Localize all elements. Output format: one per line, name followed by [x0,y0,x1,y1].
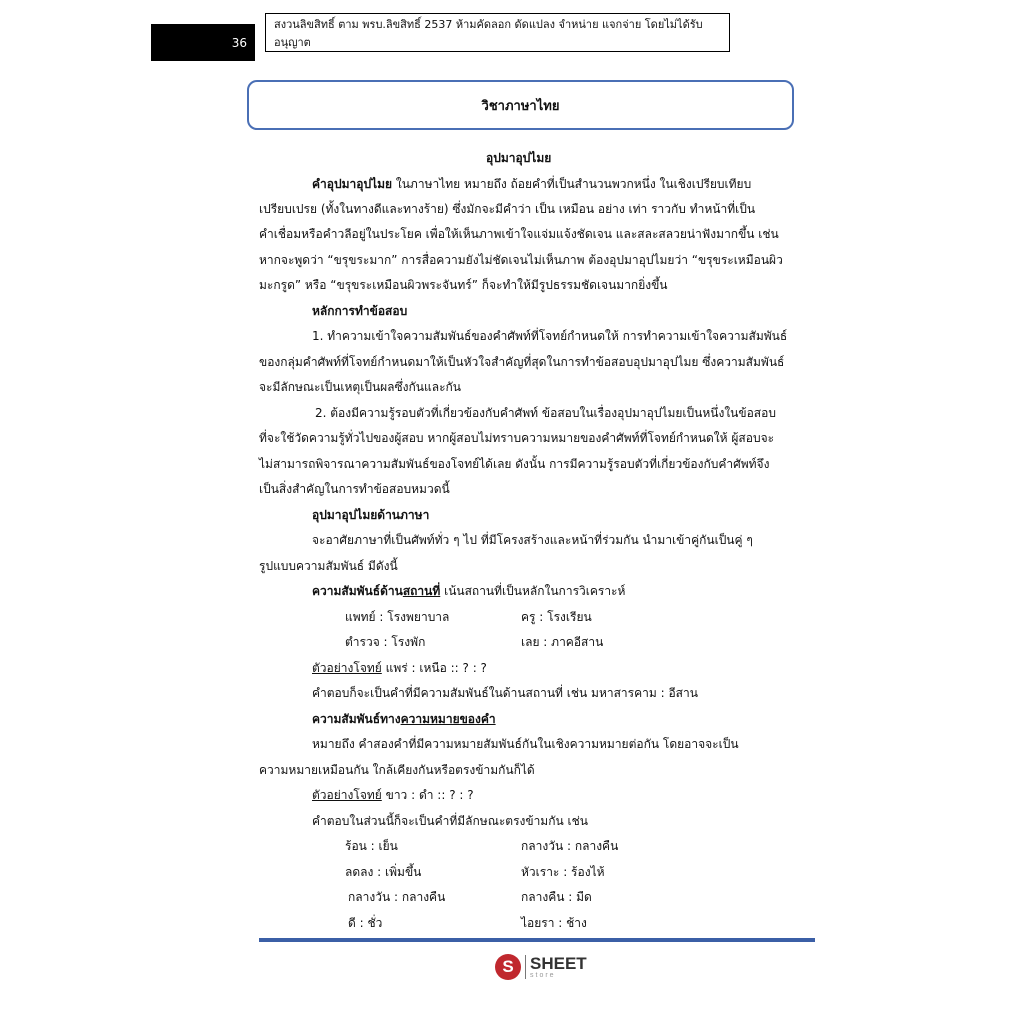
subject-banner [247,80,794,130]
page-number: 36 [231,35,247,50]
meaning-example-label: ตัวอย่างโจทย์ [312,788,382,802]
logo-main-text: SHEET [530,954,587,973]
page-number-box [151,24,255,61]
meaning-pair-right: กลางคืน : มืด [521,890,592,904]
place-example [312,660,487,676]
principle-2-line-3: ไม่สามารถพิจารณาความสัมพันธ์ของโจทย์ได้เลย ดังนั้น การมีความรู้รอบตัวที่เกี่ยวข้องกับคำศัพท์จึง [259,457,770,471]
place-heading-u: สถานที่ [402,584,441,598]
principle-2-line-2: ที่จะใช้วัดความรู้ทั่วไปของผู้สอบ หากผู้สอบไม่ทราบความหมายของคำศัพท์ที่โจทย์กำหนดให้ ผู้สอบจะ [259,431,775,445]
meaning-heading-u: ความหมายของคำ [400,712,496,726]
meaning-heading-a: ความสัมพันธ์ทาง [312,712,401,726]
subject-title: วิชาภาษาไทย [481,98,560,114]
place-example-label: ตัวอย่างโจทย์ [312,661,382,675]
place-pair-left: แพทย์ : โรงพยาบาล [345,610,450,624]
place-pair-left: ตำรวจ : โรงพัก [345,635,426,649]
place-pair-right: ครู : โรงเรียน [521,610,592,624]
logo-letter: S [502,957,514,976]
place-example-text: แพร่ : เหนือ :: ? : ? [381,661,487,675]
meaning-example-text: ขาว : ดำ :: ? : ? [381,788,474,802]
place-heading-a: ความสัมพันธ์ด้าน [312,584,403,598]
meaning-pair-right: กลางวัน : กลางคืน [521,839,619,853]
intro-line-3: คำเชื่อมหรือคำวลีอยู่ในประโยค เพื่อให้เห็นภาพเข้าใจแจ่มแจ้งชัดเจน และสละสลวยน่าฟังมากขึ้น เช่น [259,227,779,241]
logo-wordmark [530,955,587,979]
meaning-pair-left: กลางวัน : กลางคืน [348,890,446,904]
meaning-pair-left: ลดลง : เพิ่มขึ้น [345,865,422,879]
meaning-pair-left: ดี : ชั่ว [348,916,383,930]
principle-2-line-1: 2. ต้องมีความรู้รอบตัวที่เกี่ยวข้องกับคำศัพท์ ข้อสอบในเรื่องอุปมาอุปไมยเป็นหนึ่งในข้อสอบ [315,406,776,420]
intro-line-1 [312,176,751,192]
meaning-pair-left: ร้อน : เย็น [345,839,398,853]
place-pair-right: เลย : ภาคอีสาน [521,635,604,649]
sheet-store-logo [495,952,587,982]
meaning-heading [312,711,496,727]
intro-line-2: เปรียบเปรย (ทั้งในทางดีและทางร้าย) ซึ่งมักจะมีคำว่า เป็น เหมือน อย่าง เท่า ราวกับ ทำหน้าที่เป็น [259,202,756,216]
principle-1-line-2: ของกลุ่มคำศัพท์ที่โจทย์กำหนดมาให้เป็นหัวใจสำคัญที่สุดในการทำข้อสอบอุปมาอุปไมย ซึ่งความสัมพันธ์ [259,355,785,369]
meaning-pair-right: ไอยรา : ช้าง [521,916,587,930]
footer-divider [259,938,815,942]
language-line-1: จะอาศัยภาษาที่เป็นศัพท์ทั่ว ๆ ไป ที่มีโครงสร้างและหน้าที่ร่วมกัน นำมาเข้าคู่กันเป็นคู่ ๆ [312,533,753,547]
meaning-pair-right: หัวเราะ : ร้องไห้ [521,865,605,879]
copyright-notice [265,13,730,52]
intro-line-5: มะกรูด” หรือ “ขรุขระเหมือนผิวพระจันทร์” ก็จะทำให้มีรูปธรรมชัดเจนมากยิ่งขึ้น [259,278,668,292]
intro-line-1-rest: ในภาษาไทย หมายถึง ถ้อยคำที่เป็นสำนวนพวกหนึ่ง ในเชิงเปรียบเทียบ [392,177,752,191]
place-heading-rest: เน้นสถานที่เป็นหลักในการวิเคราะห์ [440,584,626,598]
place-heading [312,583,625,599]
meaning-answer: คำตอบในส่วนนี้ก็จะเป็นคำที่มีลักษณะตรงข้ามกัน เช่น [312,814,588,828]
logo-separator [525,955,526,979]
meaning-example [312,787,474,803]
logo-s-icon [495,954,521,980]
intro-term: คำอุปมาอุปไมย [312,177,393,191]
principle-1-line-1: 1. ทำความเข้าใจความสัมพันธ์ของคำศัพท์ที่โจทย์กำหนดให้ การทำความเข้าใจความสัมพันธ์ [312,329,788,343]
logo-sub-text: store [530,972,556,979]
copyright-text: สงวนลิขสิทธิ์ ตาม พรบ.ลิขสิทธิ์ 2537 ห้ามคัดลอก ดัดแปลง จำหน่าย แจกจ่าย โดยไม่ได้รับอนุญาต [274,17,703,49]
principles-heading: หลักการทำข้อสอบ [312,304,408,318]
intro-line-4: หากจะพูดว่า “ขรุขระมาก” การสื่อความยังไม่ชัดเจนไม่เห็นภาพ ต้องอุปมาอุปไมยว่า “ขรุขระเหมือนผิว [259,253,783,267]
meaning-line-2: ความหมายเหมือนกัน ใกล้เคียงกันหรือตรงข้ามกันก็ได้ [259,763,535,777]
principle-1-line-3: จะมีลักษณะเป็นเหตุเป็นผลซึ่งกันและกัน [259,380,462,394]
principle-2-line-4: เป็นสิ่งสำคัญในการทำข้อสอบหมวดนี้ [259,482,450,496]
language-line-2: รูปแบบความสัมพันธ์ มีดังนี้ [259,559,398,573]
section-title: อุปมาอุปไมย [486,151,552,165]
place-answer: คำตอบก็จะเป็นคำที่มีความสัมพันธ์ในด้านสถานที่ เช่น มหาสารคาม : อีสาน [312,686,698,700]
meaning-line-1: หมายถึง คำสองคำที่มีความหมายสัมพันธ์กันในเชิงความหมายต่อกัน โดยอาจจะเป็น [312,737,739,751]
language-heading: อุปมาอุปไมยด้านภาษา [312,508,430,522]
